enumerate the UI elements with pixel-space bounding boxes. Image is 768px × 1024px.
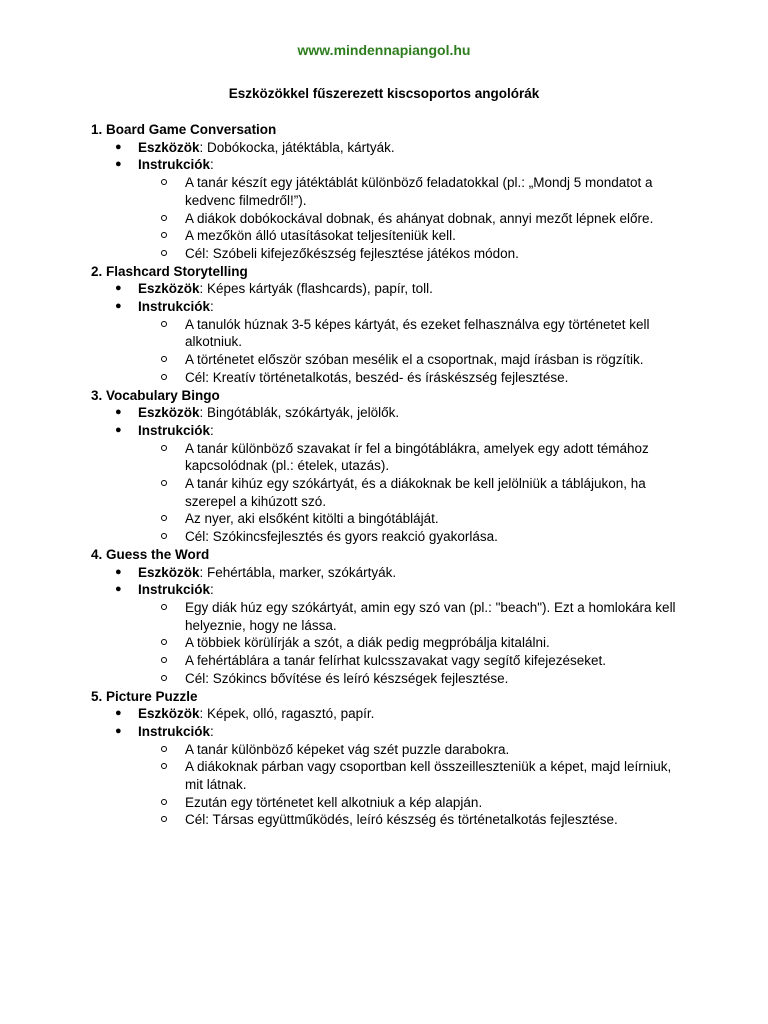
instructions-label: Instrukciók	[138, 723, 211, 739]
instruction-step	[138, 210, 681, 228]
tools-label: Eszközök	[138, 139, 200, 155]
section-details	[91, 564, 681, 688]
section-details	[91, 705, 681, 829]
bullet-icon: ●	[115, 282, 122, 295]
tools-label: Eszközök	[138, 405, 200, 421]
hollow-circle-bullet-icon	[161, 445, 167, 451]
tools-value: : Fehértábla, marker, szókártyák.	[199, 564, 397, 580]
instruction-step-text: A tanár különböző képeket vág szét puzzle darabokra.	[185, 741, 510, 757]
instruction-step-text: A fehértáblára a tanár felírhat kulcsszavakat vagy segítő kifejezéseket.	[185, 653, 606, 669]
hollow-circle-bullet-icon	[161, 515, 167, 521]
hollow-circle-bullet-icon	[161, 356, 167, 362]
instruction-step-text: Cél: Társas együttműködés, leíró készség és történetalkotás fejlesztése.	[185, 812, 618, 828]
instructions-item	[91, 298, 681, 387]
instruction-step	[138, 475, 681, 510]
hollow-circle-bullet-icon	[161, 533, 167, 539]
instruction-step-text: A mezőkön álló utasításokat teljesíteniük kell.	[185, 228, 456, 244]
hollow-circle-bullet-icon	[161, 179, 167, 185]
site-url-link[interactable]: www.mindennapiangol.hu	[297, 42, 471, 58]
tools-item	[91, 564, 681, 582]
tools-item	[91, 139, 681, 157]
section-heading: 3. Vocabulary Bingo	[91, 387, 220, 403]
tools-value: : Képes kártyák (flashcards), papír, toll.	[199, 281, 433, 297]
instruction-steps	[138, 440, 681, 546]
instructions-item	[91, 581, 681, 687]
instruction-step-text: Ezután egy történetet kell alkotniuk a kép alapján.	[185, 794, 483, 810]
instruction-step	[138, 634, 681, 652]
bullet-icon: ●	[115, 583, 122, 596]
instruction-step	[138, 351, 681, 369]
hollow-circle-bullet-icon	[161, 250, 167, 256]
hollow-circle-bullet-icon	[161, 232, 167, 238]
tools-label: Eszközök	[138, 281, 200, 297]
instruction-step-text: A történetet először szóban mesélik el a csoportnak, majd írásban is rögzítik.	[185, 352, 644, 368]
tools-value: : Bingótáblák, szókártyák, jelölők.	[199, 405, 400, 421]
instruction-step	[138, 227, 681, 245]
instruction-steps	[138, 174, 681, 263]
tools-value: : Dobókocka, játéktábla, kártyák.	[199, 139, 395, 155]
instruction-step	[138, 528, 681, 546]
lesson-list	[91, 121, 681, 829]
hollow-circle-bullet-icon	[161, 746, 167, 752]
bullet-icon: ●	[115, 158, 122, 171]
instructions-colon: :	[210, 157, 214, 173]
instructions-colon: :	[210, 422, 214, 438]
instruction-step-text: A tanár kihúz egy szókártyát, és a diákoknak be kell jelölniük a táblájukon, ha szerepel a kihúzott szó.	[185, 476, 646, 509]
instruction-step	[138, 811, 681, 829]
instruction-step-text: A diákok dobókockával dobnak, és ahányat dobnak, annyi mezőt lépnek előre.	[185, 210, 654, 226]
instructions-colon: :	[210, 723, 214, 739]
section-heading: 2. Flashcard Storytelling	[91, 263, 248, 279]
hollow-circle-bullet-icon	[161, 639, 167, 645]
hollow-circle-bullet-icon	[161, 799, 167, 805]
instruction-step-text: A tanár készít egy játéktáblát különböző feladatokkal (pl.: „Mondj 5 mondatot a kedvenc filmedről!”).	[185, 175, 653, 208]
hollow-circle-bullet-icon	[161, 480, 167, 486]
instructions-item	[91, 723, 681, 829]
instructions-label: Instrukciók	[138, 422, 211, 438]
instruction-step	[138, 670, 681, 688]
hollow-circle-bullet-icon	[161, 763, 167, 769]
tools-label: Eszközök	[138, 564, 200, 580]
instruction-step	[138, 369, 681, 387]
instruction-step-text: Cél: Szóbeli kifejezőkészség fejlesztése játékos módon.	[185, 245, 519, 261]
instruction-step-text: Cél: Kreatív történetalkotás, beszéd- és íráskészség fejlesztése.	[185, 369, 569, 385]
instruction-step-text: Cél: Szókincs bővítése és leíró készségek fejlesztése.	[185, 670, 509, 686]
instruction-steps	[138, 599, 681, 688]
hollow-circle-bullet-icon	[161, 675, 167, 681]
instructions-item	[91, 156, 681, 262]
instruction-step	[138, 440, 681, 475]
instructions-colon: :	[210, 582, 214, 598]
tools-value: : Képek, olló, ragasztó, papír.	[199, 706, 375, 722]
instruction-step	[138, 245, 681, 263]
tools-item	[91, 404, 681, 422]
instructions-colon: :	[210, 299, 214, 315]
tools-item	[91, 280, 681, 298]
section-heading: 4. Guess the Word	[91, 546, 210, 562]
bullet-icon: ●	[115, 423, 122, 436]
hollow-circle-bullet-icon	[161, 816, 167, 822]
instruction-step	[138, 510, 681, 528]
hollow-circle-bullet-icon	[161, 374, 167, 380]
instruction-step	[138, 174, 681, 209]
instruction-step-text: Egy diák húz egy szókártyát, amin egy szó van (pl.: "beach"). Ezt a homlokára kell helyeznie, hogy ne lássa.	[185, 599, 676, 633]
instruction-step-text: A többiek körülírják a szót, a diák pedig megpróbálja kitalálni.	[185, 635, 550, 651]
instruction-step	[138, 741, 681, 759]
instructions-item	[91, 422, 681, 546]
bullet-icon: ●	[115, 565, 122, 578]
tools-item	[91, 705, 681, 723]
section-details	[91, 280, 681, 386]
instructions-label: Instrukciók	[138, 582, 211, 598]
bullet-icon: ●	[115, 300, 122, 313]
instruction-step	[138, 794, 681, 812]
instruction-step-text: A tanár különböző szavakat ír fel a bingótáblákra, amelyek egy adott témához kapcsolódnak (pl.: ételek, utazás).	[185, 440, 649, 474]
bullet-icon: ●	[115, 140, 122, 153]
instruction-step-text: A diákoknak párban vagy csoportban kell összeilleszteniük a képet, majd leírniuk, mit látnak.	[185, 759, 672, 793]
section-heading: 5. Picture Puzzle	[91, 688, 198, 704]
bullet-icon: ●	[115, 724, 122, 737]
section-details	[91, 139, 681, 263]
instruction-step-text: Cél: Szókincsfejlesztés és gyors reakció gyakorlása.	[185, 529, 498, 545]
instruction-steps	[138, 316, 681, 387]
hollow-circle-bullet-icon	[161, 604, 167, 610]
section-heading: 1. Board Game Conversation	[91, 122, 277, 137]
instruction-step	[138, 652, 681, 670]
hollow-circle-bullet-icon	[161, 657, 167, 663]
instructions-label: Instrukciók	[138, 157, 211, 173]
hollow-circle-bullet-icon	[161, 215, 167, 221]
instruction-step	[138, 316, 681, 351]
hollow-circle-bullet-icon	[161, 321, 167, 327]
instruction-step-text: A tanulók húznak 3-5 képes kártyát, és ezeket felhasználva egy történetet kell alkotniuk.	[185, 316, 650, 350]
instruction-step	[138, 758, 681, 793]
instruction-step-text: Az nyer, aki elsőként kitölti a bingótábláját.	[185, 511, 439, 527]
bullet-icon: ●	[115, 406, 122, 419]
section-details	[91, 404, 681, 546]
tools-label: Eszközök	[138, 706, 200, 722]
document-title: Eszközökkel fűszerezett kiscsoportos angolórák	[228, 86, 540, 101]
instruction-steps	[138, 741, 681, 830]
instructions-label: Instrukciók	[138, 299, 211, 315]
instruction-step	[138, 599, 681, 634]
bullet-icon: ●	[115, 707, 122, 720]
